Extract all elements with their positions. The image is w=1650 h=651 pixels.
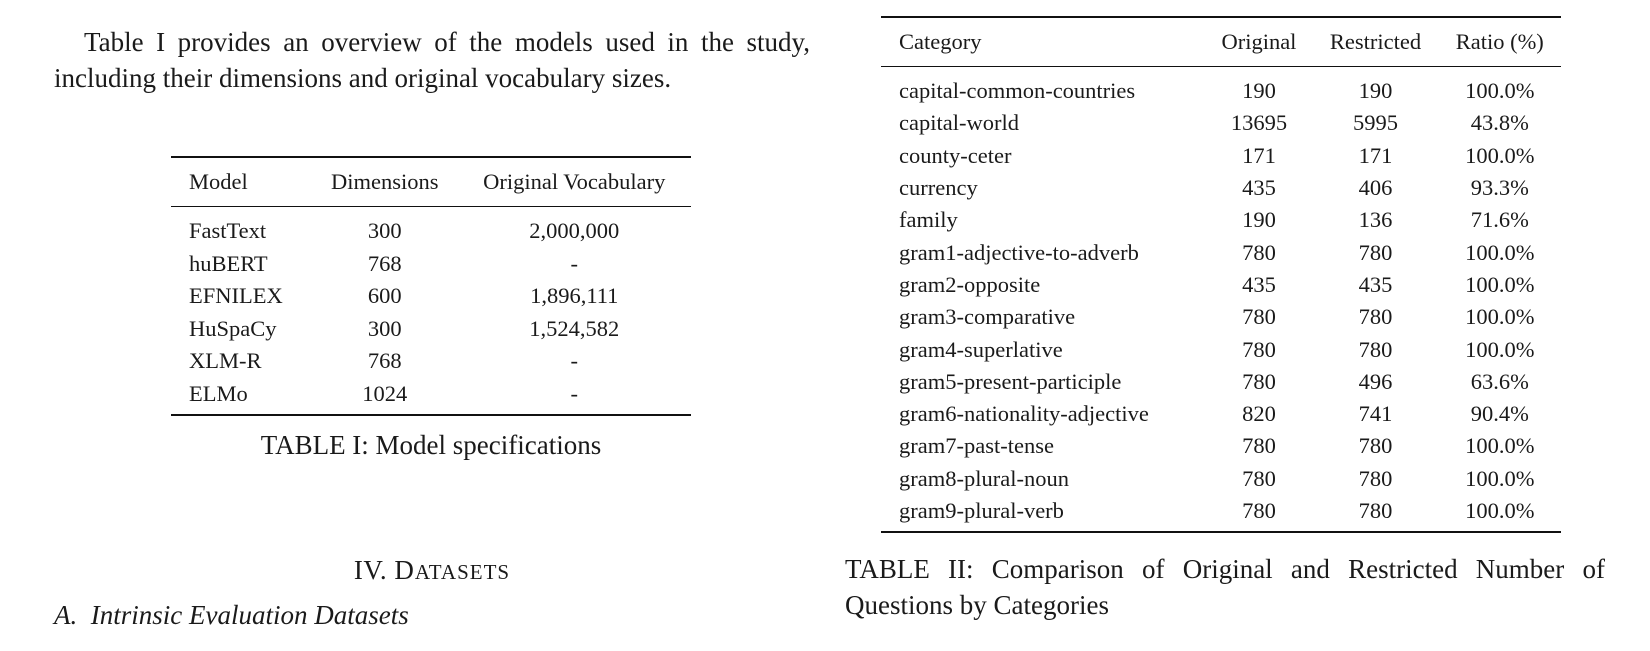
model-specifications-table [171,156,691,416]
category-name: currency [899,175,978,201]
model-name: HuSpaCy [189,315,277,341]
model-dimensions: 768 [367,250,402,276]
category-name: gram7-past-tense [899,433,1054,459]
original-count: 171 [1242,142,1276,168]
left-column [54,24,810,96]
column-header-model: Model [189,169,248,194]
section-title-text: DATASETS [394,555,511,585]
ratio-value: 43.8% [1470,110,1529,136]
table-row [881,172,1561,204]
restricted-count: 741 [1358,401,1393,427]
model-vocabulary: 1,896,111 [530,283,619,309]
model-vocabulary: 2,000,000 [529,218,620,244]
original-count: 780 [1242,368,1276,394]
table1-caption: TABLE I: Model specifications [260,430,602,460]
original-count: 435 [1242,271,1276,297]
table-row [881,463,1561,495]
original-count: 190 [1242,78,1276,104]
restricted-count: 406 [1358,175,1393,201]
questions-comparison-table [881,16,1561,533]
column-header-restricted: Restricted [1329,29,1422,54]
table-row [171,378,691,416]
original-count: 780 [1242,304,1276,330]
table-row [171,280,691,313]
table-row [171,207,691,248]
restricted-count: 5995 [1352,110,1398,136]
model-name: FastText [189,218,267,244]
ratio-value: 100.0% [1465,304,1535,330]
original-count: 13695 [1230,110,1288,136]
ratio-value: 100.0% [1465,433,1535,459]
table-row [881,107,1561,139]
ratio-value: 63.6% [1470,368,1529,394]
ratio-value: 100.0% [1465,271,1535,297]
category-name: capital-world [899,110,1019,136]
ratio-value: 93.3% [1470,175,1529,201]
restricted-count: 190 [1358,78,1393,104]
original-count: 190 [1242,207,1276,233]
model-name: ELMo [189,380,248,406]
column-header-original: Original [1221,29,1297,54]
category-name: gram1-adjective-to-adverb [899,239,1139,265]
ratio-value: 100.0% [1465,465,1535,491]
restricted-count: 780 [1358,304,1393,330]
subsection-label: A. [54,600,78,630]
original-count: 780 [1242,465,1276,491]
model-dimensions: 768 [367,348,402,374]
table2-caption: TABLE II: Comparison of Original and Restricted Number of Questions by Categories [845,554,1605,620]
original-count: 435 [1242,175,1276,201]
model-name: XLM-R [189,348,262,374]
table-row [171,313,691,346]
column-header-ratio: Ratio (%) [1455,29,1544,54]
ratio-value: 100.0% [1465,78,1535,104]
table-row [881,67,1561,108]
restricted-count: 780 [1358,239,1393,265]
category-name: gram3-comparative [899,304,1076,330]
model-name: huBERT [189,250,268,276]
model-vocabulary: - [570,250,578,276]
table-row [881,495,1561,532]
table-row [881,366,1561,398]
column-header-original-vocabulary: Original Vocabulary [483,169,666,194]
original-count: 780 [1242,336,1276,362]
table-row [881,430,1561,462]
ratio-value: 100.0% [1465,142,1535,168]
restricted-count: 496 [1358,368,1393,394]
original-count: 820 [1242,401,1276,427]
ratio-value: 90.4% [1470,401,1529,427]
category-name: gram8-plural-noun [899,465,1069,491]
subsection-title-text: Intrinsic Evaluation Datasets [90,600,409,630]
ratio-value: 71.6% [1470,207,1529,233]
intro-paragraph: Table I provides an overview of the models used in the study, including their dimensions and original vocabulary sizes. [54,27,810,93]
table-row [171,345,691,378]
restricted-count: 780 [1358,498,1393,523]
model-name: EFNILEX [189,283,283,309]
section-heading [54,555,810,586]
ratio-value: 100.0% [1465,336,1535,362]
category-name: family [899,207,958,233]
table-header-row [881,17,1561,67]
category-name: capital-common-countries [899,78,1136,104]
model-dimensions: 300 [367,315,402,341]
original-count: 780 [1242,498,1276,523]
table-row [881,269,1561,301]
table-row [881,236,1561,268]
model-vocabulary: - [570,348,578,374]
column-header-category: Category [899,29,982,54]
category-name: gram9-plural-verb [899,498,1064,523]
ratio-value: 100.0% [1465,239,1535,265]
restricted-count: 780 [1358,336,1393,362]
category-name: gram5-present-participle [899,368,1122,394]
model-dimensions: 1024 [362,380,408,406]
table-row [881,333,1561,365]
restricted-count: 780 [1358,465,1393,491]
category-name: gram6-nationality-adjective [899,401,1149,427]
category-name: county-ceter [899,142,1012,168]
subsection-heading [54,600,409,631]
model-dimensions: 300 [367,218,402,244]
table2-body [881,67,1561,533]
restricted-count: 780 [1358,433,1393,459]
category-name: gram2-opposite [899,271,1041,297]
category-name: gram4-superlative [899,336,1063,362]
ratio-value: 100.0% [1465,498,1535,523]
model-vocabulary: 1,524,582 [529,315,620,341]
original-count: 780 [1242,239,1276,265]
table-row [881,204,1561,236]
restricted-count: 171 [1358,142,1393,168]
table-row [171,248,691,281]
table-row [881,301,1561,333]
model-dimensions: 600 [367,283,402,309]
model-vocabulary: - [570,380,578,406]
table-header-row [171,157,691,207]
table-row [881,140,1561,172]
original-count: 780 [1242,433,1276,459]
restricted-count: 136 [1358,207,1393,233]
column-header-dimensions: Dimensions [331,169,439,194]
restricted-count: 435 [1358,271,1393,297]
table-row [881,398,1561,430]
section-number: IV. [353,555,388,585]
